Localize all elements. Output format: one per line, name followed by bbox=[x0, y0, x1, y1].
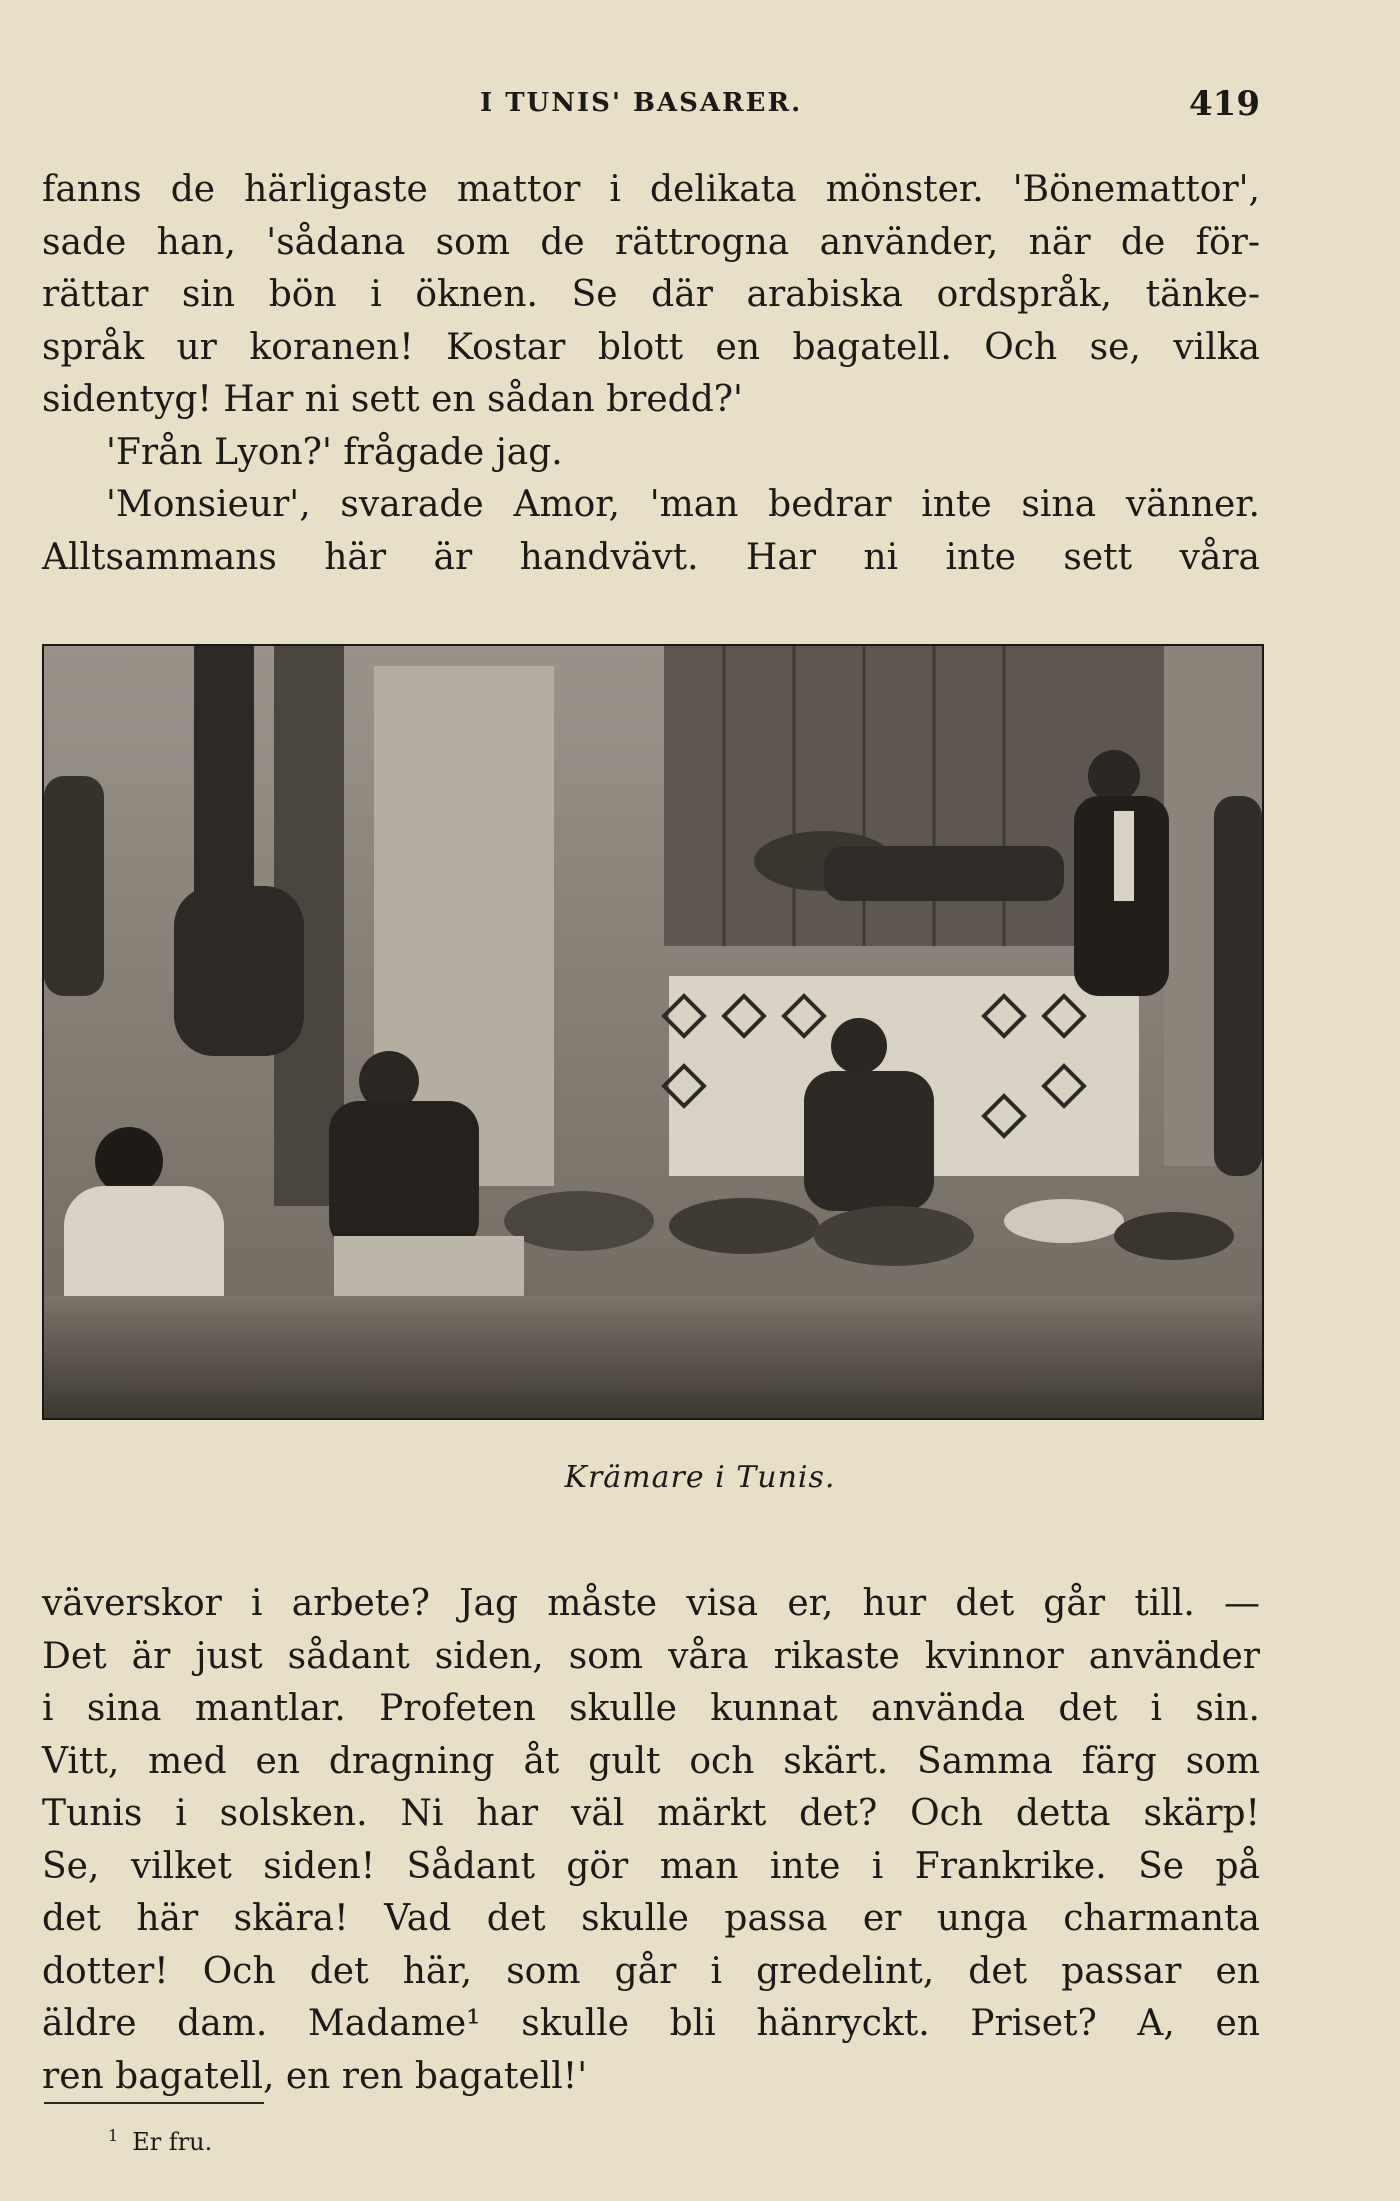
text-line: Se, vilket siden! Sådant gör man inte i Frankrike. Se på bbox=[42, 1845, 1260, 1887]
text-line: rättar sin bön i öknen. Se där arabiska ordspråk, tänke- bbox=[42, 274, 1260, 315]
text-line: Vitt, med en dragning åt gult och skärt. Samma färg som bbox=[42, 1740, 1260, 1782]
text-line: väverskor i arbete? Jag måste visa er, hur det går till. — bbox=[42, 1583, 1260, 1624]
footnote bbox=[108, 2126, 212, 2156]
text-line: i sina mantlar. Profeten skulle kunnat använda det i sin. bbox=[42, 1688, 1260, 1729]
text-line: sidentyg! Har ni sett en sådan bredd?' bbox=[42, 379, 743, 420]
footnote-rule bbox=[44, 2102, 264, 2104]
text-line: 'Monsieur', svarade Amor, 'man bedrar inte sina vänner. bbox=[106, 484, 1260, 525]
body-text-top bbox=[42, 164, 1260, 584]
footnote-marker: 1 bbox=[108, 2126, 119, 2145]
text-line: äldre dam. Madame¹ skulle bli hänryckt. Priset? A, en bbox=[42, 2003, 1260, 2044]
text-line: det här skära! Vad det skulle passa er unga charmanta bbox=[42, 1898, 1260, 1939]
page-header bbox=[0, 84, 1400, 128]
text-line: språk ur koranen! Kostar blott en bagatell. Och se, vilka bbox=[42, 326, 1260, 368]
text-line: fanns de härligaste mattor i delikata mönster. 'Bönemattor', bbox=[42, 169, 1260, 210]
running-title: I TUNIS' BASARER. bbox=[480, 88, 803, 118]
text-line: Alltsammans här är handvävt. Har ni inte sett våra bbox=[42, 536, 1260, 578]
footnote-text: Er fru. bbox=[132, 2128, 213, 2156]
text-line: dotter! Och det här, som går i gredelint, det passar en bbox=[42, 1950, 1260, 1992]
text-line: ren bagatell, en ren bagatell!' bbox=[42, 2055, 588, 2097]
text-line: Tunis i solsken. Ni har väl märkt det? Och detta skärp! bbox=[42, 1793, 1260, 1834]
text-line: 'Från Lyon?' frågade jag. bbox=[106, 431, 563, 473]
page-number: 419 bbox=[1189, 84, 1260, 124]
text-line: Det är just sådant siden, som våra rikaste kvinnor använder bbox=[42, 1635, 1260, 1677]
text-line: sade han, 'sådana som de rättrogna använder, när de för- bbox=[42, 221, 1260, 263]
body-text-bottom bbox=[42, 1578, 1260, 2103]
photograph-merchants bbox=[42, 644, 1264, 1420]
figure-caption: Krämare i Tunis. bbox=[564, 1460, 836, 1495]
